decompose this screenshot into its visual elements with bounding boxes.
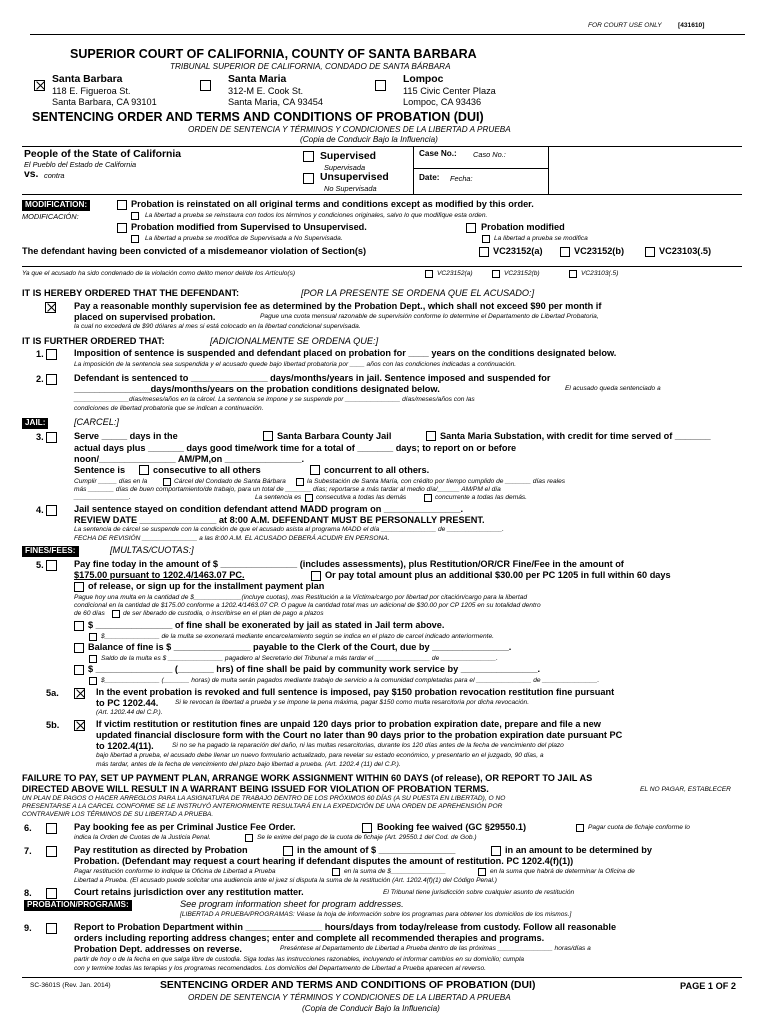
item7-text2: Probation. (Defendant may request a court hearing if defendant disputes the amount of restitution. PC 1202.4(f)(1)) — [74, 856, 574, 866]
probation-modified-es-checkbox[interactable] — [482, 235, 490, 243]
item-number: 8. — [24, 888, 32, 898]
restitution-tbd-text: in an amount to be determined by — [505, 845, 653, 855]
item5b-text2: updated financial disclosure form with the Court no later than 90 days prior to the probation expiration date pursuant PC — [96, 730, 623, 740]
location-santa-barbara-checkbox[interactable] — [34, 80, 45, 91]
vc23152a-checkbox[interactable] — [479, 247, 489, 257]
sm-substation-label: Santa Maria Substation, with credit for time served of _______ — [440, 431, 711, 441]
failure-warning2: DIRECTED ABOVE WILL RESULT IN A WARRANT BEING ISSUED FOR VIOLATION OF PROBATION TERMS. — [22, 784, 489, 794]
community-work-es-checkbox[interactable] — [89, 677, 97, 685]
supervised-label-es: Supervisada — [324, 163, 366, 172]
failure-warning: FAILURE TO PAY, SET UP PAYMENT PLAN, ARRANGE WORK ASSIGNMENT WITHIN 60 DAYS (of release), OR REPORT TO JAIL AS — [22, 773, 593, 783]
programs-text: See program information sheet for program addresses. — [180, 899, 404, 909]
pay-total-checkbox[interactable] — [311, 571, 321, 581]
balance-es-checkbox[interactable] — [89, 655, 97, 663]
form-title: SENTENCING ORDER AND TERMS AND CONDITIONS OF PROBATION (DUI) — [32, 110, 484, 124]
item3-es4: La sentencia es — [255, 494, 302, 501]
item7-checkbox[interactable] — [46, 846, 57, 857]
footer-title: SENTENCING ORDER AND TERMS AND CONDITIONS OF PROBATION (DUI) — [160, 980, 536, 991]
form-number: [431610] — [678, 22, 705, 29]
case-number-label-es: Caso No.: — [473, 150, 506, 159]
restitution-amount-checkbox[interactable] — [283, 846, 293, 856]
footer-subtitle-es: (Copia de Conducir Bajo la Influencia) — [302, 1004, 440, 1013]
item-number: 3. — [36, 432, 44, 442]
location-name: Santa Maria — [228, 74, 287, 85]
exonerated-text-es: $_______________ de la multa se exonerará mediante encarcelamiento según se indica en el plazo de carcel indicado anteriormente. — [101, 633, 494, 640]
failure-warning-es4: PRESENTARSE A LA CARCEL CONFORME SE LE INSTRUYÓ ANTERIORMENTE RESULTARÁ EN LA EXPEDICIÓN DE UNA ORDEN DE APREHENSIÓN POR — [22, 803, 503, 810]
balance-text-es: Saldo de la multa es $ _______________ pagadero al Secretario del Tribunal a más tardar el _______________ de _______________. — [101, 655, 498, 662]
failure-warning2-es: EL NO PAGAR, ESTABLECER — [640, 786, 731, 793]
item4-text1: Jail sentence stayed on condition defendant attend MADD program on _______________. — [74, 504, 464, 514]
restitution-tbd-es-checkbox[interactable] — [478, 868, 486, 876]
modification-section-label: MODIFICATION: — [22, 200, 90, 211]
vs-label-es: contra — [44, 171, 65, 180]
date-label: Date: — [419, 173, 440, 182]
convicted-text: The defendant having been convicted of a misdemeanor violation of Section(s) — [22, 246, 367, 256]
page-number: PAGE 1 OF 2 — [680, 981, 736, 991]
item6-text: Pay booking fee as per Criminal Justice Fee Order. — [74, 822, 296, 832]
concurrent-label: concurrent to all others. — [324, 465, 430, 475]
probation-modified-text: Probation modified — [481, 222, 565, 232]
item9-es5: con y termine todas las terapias y los programas recomendados. Los domicilios del Departamento de Libertad a Prueba aparecen al reverso. — [74, 965, 486, 972]
item-number: 9. — [24, 923, 32, 933]
sb-jail-label: Santa Barbara County Jail — [277, 431, 392, 441]
item7-es1c: en la suma que habrá de determinar la Oficina de — [490, 868, 635, 875]
reinstated-es-checkbox[interactable] — [131, 212, 139, 220]
form-subtitle-es: (Copia de Conducir Bajo la Influencia) — [300, 135, 438, 144]
form-code: SC-3601S (Rev. Jan. 2014) — [30, 982, 111, 989]
item9-checkbox[interactable] — [46, 923, 57, 934]
convicted-text-es: Ya que el acusado ha sido condenado de la violación como delito menor del/de los Artículo(s) — [22, 270, 296, 277]
vc23152b-label: VC23152(b) — [574, 246, 625, 256]
item-number: 7. — [24, 846, 32, 856]
vc23103-es-checkbox[interactable] — [569, 270, 577, 278]
item4-es2: FECHA DE REVISIÓN _______________ a las 8:00 A.M. EL ACUSADO DEBERÁ ACUDIR EN PERSONA. — [74, 535, 390, 542]
concurrent-checkbox[interactable] — [310, 465, 320, 475]
people-label: People of the State of California — [24, 149, 182, 160]
item3-line3: noon/_______________ AM/PM,on _______________. — [74, 454, 305, 464]
item9-text1: Report to Probation Department within _______________ hours/days from today/release from custody. Follow all reasonable — [74, 922, 617, 932]
jail-section-label: JAIL: — [22, 418, 48, 429]
supervised-label: Supervised — [320, 151, 377, 162]
reinstated-text-es: La libertad a prueba se reinstaura con todos los términos y condiciones originales, salvo lo que modifique esta orden. — [145, 212, 488, 219]
exonerated-es-checkbox[interactable] — [89, 633, 97, 641]
programs-section-label: PROBATION/PROGRAMS: — [24, 900, 132, 911]
sup-to-unsup-es-checkbox[interactable] — [131, 235, 139, 243]
item9-text2: orders including reporting address changes; enter and complete all recommended therapies and programs. — [74, 933, 545, 943]
fines-section-label: FINES/FEES: — [22, 546, 79, 557]
restitution-tbd-checkbox[interactable] — [491, 846, 501, 856]
item5-es3: de 60 días — [74, 610, 105, 617]
supervision-fee-text-es2: la cual no excederá de $90 dólares al mes si está colocado en la libertad condicional supervisada. — [74, 323, 361, 330]
further-heading-es: [ADICIONALMENTE SE ORDENA QUE:] — [210, 336, 379, 346]
item2-text: Defendant is sentenced to _______________ days/months/years in jail. Sentence imposed and suspended for — [74, 373, 551, 383]
further-heading: IT IS FURTHER ORDERED THAT: — [22, 336, 165, 346]
item1-checkbox[interactable] — [46, 349, 57, 360]
balance-checkbox[interactable] — [74, 643, 84, 653]
supervision-fee-text: Pay a reasonable monthly supervision fee as determined by the Probation Dept., which shall not exceed $90 per month if — [74, 301, 602, 311]
consecutive-label: consecutive to all others — [153, 465, 261, 475]
consecutive-checkbox[interactable] — [139, 465, 149, 475]
item2-text2-es: El acusado queda sentenciado a — [565, 385, 661, 392]
item6-es-checkbox[interactable] — [576, 824, 584, 832]
sb-jail-es-checkbox[interactable] — [163, 478, 171, 486]
installment-checkbox[interactable] — [74, 582, 84, 592]
item5b-checkbox[interactable] — [74, 720, 85, 731]
item5-es2: condicional en la cantidad de $175.00 conforme a 1202.4/1463.07 CP. O pague la cantidad total mas un adicional de $30.00 por CP 1205 en su totalidad dentro — [74, 602, 541, 609]
item2-text-es4: condiciones de libertad probatoria que se indican a continuación. — [74, 405, 264, 412]
item7-es2: Libertad a Prueba. (El acusado puede solicitar una audiencia ante el juez si disputa la suma de la restitución (Art. 1202.4(f)(1) del Código Penal.) — [74, 877, 497, 884]
item5a-text: In the event probation is revoked and full sentence is imposed, pay $150 probation revocation restitution fine pursuant — [96, 687, 615, 697]
location-lompoc-checkbox[interactable] — [375, 80, 386, 91]
item6-es2b: Se le exime del pago de la cuota de fichaje (Art. 29550.1 del Cod. de Gob.) — [257, 834, 477, 841]
item6-checkbox[interactable] — [46, 823, 57, 834]
supervised-checkbox[interactable] — [303, 151, 314, 162]
community-work-checkbox[interactable] — [74, 665, 84, 675]
failure-warning-es5: CONTRAVENIR LOS TÉRMINOS DE SU LIBERTAD A PRUEBA. — [22, 811, 214, 818]
item8-text-es: El Tribunal tiene jurisdicción sobre cualquier asunto de restitución — [383, 889, 575, 896]
item5b-text1: If victim restitution or restitution fines are unpaid 120 days prior to probation expiration date, prepare and file a new — [96, 719, 601, 729]
exonerated-checkbox[interactable] — [74, 621, 84, 631]
form-title-es: ORDEN DE SENTENCIA Y TÉRMINOS Y CONDICIONES DE LA LIBERTAD A PRUEBA — [188, 125, 511, 134]
item-number: 5b. — [46, 720, 60, 730]
location-name: Lompoc — [403, 74, 444, 85]
item5a-text2: to PC 1202.44. — [96, 698, 159, 708]
restitution-amount-text: in the amount of $ _______________ — [297, 845, 456, 855]
item4-checkbox[interactable] — [46, 505, 57, 516]
location-address: 312-M E. Cook St. — [228, 86, 304, 96]
vc23152a-label: VC23152(a) — [493, 246, 543, 256]
modification-label-es: MODIFICACIÓN: — [22, 212, 79, 221]
sb-jail-checkbox[interactable] — [263, 431, 273, 441]
date-label-es: Fecha: — [450, 174, 473, 183]
item1-text: Imposition of sentence is suspended and defendant placed on probation for ____ years on the conditions designated below. — [74, 348, 617, 358]
item7-es1b: en la suma de $_______________ — [344, 868, 446, 875]
sm-substation-checkbox[interactable] — [426, 431, 436, 441]
consec-es-checkbox[interactable] — [305, 494, 313, 502]
fines-section-label-es: [MULTAS/CUOTAS:] — [110, 545, 194, 555]
footer-title-es: ORDEN DE SENTENCIA Y TÉRMINOS Y CONDICIONES DE LA LIBERTAD A PRUEBA — [188, 993, 511, 1002]
item5b-es5: más tardar, antes de la fecha de vencimiento del plazo bajo libertad a prueba. (Art. 1202.4 (11) del C.P.). — [96, 761, 401, 768]
item7-es1: Pagar restitución conforme lo indique la Oficina de Libertad a Prueba — [74, 868, 276, 875]
item3-serve: Serve _____ days in the — [74, 431, 178, 441]
item9-text3-es: Preséntese al Departamento de Libertad a Prueba dentro de las próximas _______________ horas/días a — [280, 945, 591, 952]
vs-label: vs. — [24, 169, 39, 180]
probation-modified-checkbox[interactable] — [466, 223, 476, 233]
court-title-es: TRIBUNAL SUPERIOR DE CALIFORNIA, CONDADO DE SANTA BÁRBARA — [170, 62, 451, 71]
location-name: Santa Barbara — [52, 74, 123, 85]
item2-text2: _______________days/months/years on the probation conditions designated below. — [74, 384, 440, 394]
ordered-heading-es: [POR LA PRESENTE SE ORDENA QUE EL ACUSADO:] — [301, 288, 535, 298]
community-work-text-es: $_______________ (_______ horas) de multa serán pagados mediante trabajo de servicio a la comunidad completadas para el _______________ de _______________. — [101, 677, 600, 684]
installment-es-checkbox[interactable] — [112, 610, 120, 618]
item4-es1: La sentencia de cárcel se suspende con la condición de que el acusado asista al programa MADD el día _______________ de _______________. — [74, 526, 505, 533]
item1-text-es: La imposición de la sentencia sea suspendida y el acusado quede bajo libertad probatoria por ____ años con las condiciones indicadas a continuación. — [74, 361, 517, 368]
item9-es4: partir de hoy o de la fecha en que salga libre de custodia. Siga todas las instrucciones razonables, incluyendo el informar cambios en su domicilio; cumpla — [74, 956, 525, 963]
item3-checkbox[interactable] — [46, 432, 57, 443]
location-address: 118 E. Figueroa St. — [52, 86, 131, 96]
sup-to-unsup-checkbox[interactable] — [117, 223, 127, 233]
probation-modified-text-es: La libertad a prueba se modifica — [494, 235, 588, 242]
item5-es3b: de ser liberado de custodia, o inscribirse en el plan de pago a plazos — [123, 610, 324, 617]
vc23152b-es-label: VC23152(b) — [504, 270, 540, 277]
exonerated-text: $ _______________ of fine shall be exonerated by jail as stated in Jail term above. — [88, 620, 445, 630]
location-city: Lompoc, CA 93436 — [403, 97, 482, 107]
item5a-text2-es: Si le revocan la libertad a prueba y se impone la pena máxima, pagar $150 como multa resarcitoria por dicha revocación. — [175, 699, 530, 706]
concur-es-label: concurrente a todas las demás. — [435, 494, 527, 501]
item7-text1: Pay restitution as directed by Probation — [74, 845, 248, 855]
item2-text-es3: _______________días/meses/años en la cárcel. La sentencia se impone y se suspende por _______________ días/meses/años con las — [74, 396, 475, 403]
item8-text: Court retains jurisdiction over any restitution matter. — [74, 887, 304, 897]
balance-text: Balance of fine is $ _______________ payable to the Clerk of the Court, due by _______________. — [88, 642, 512, 652]
sentence-is-label: Sentence is — [74, 465, 126, 475]
item5b-text3: to 1202.4(11). — [96, 741, 154, 751]
sm-sub-es-label: la Subestación de Santa María, con crédito por tiempo cumplido de _______ días reales — [307, 478, 566, 485]
vc23103-checkbox[interactable] — [645, 247, 655, 257]
item5-checkbox[interactable] — [46, 560, 57, 571]
vc23103-label: VC23103(.5) — [659, 246, 712, 256]
installment-text: of release, or sign up for the installment payment plan — [88, 581, 325, 591]
sup-to-unsup-text-es: La libertad a prueba se modifica de Supervisada a No Supervisada. — [145, 235, 343, 242]
location-santa-maria-checkbox[interactable] — [200, 80, 211, 91]
item9-text3: Probation Dept. addresses on reverse. — [74, 944, 242, 954]
item-number: 6. — [24, 823, 32, 833]
item2-checkbox[interactable] — [46, 374, 57, 385]
vc23152b-es-checkbox[interactable] — [492, 270, 500, 278]
item3-line2: actual days plus _______ days good time/work time for a total of _______ days; to report on or before — [74, 443, 517, 453]
vc23152b-checkbox[interactable] — [560, 247, 570, 257]
booking-waived-checkbox[interactable] — [362, 823, 372, 833]
item5b-es4: bajo libertad a prueba, el acusado debe llenar un nuevo formulario actualizado, para revelar su estado económico, y presentarlo en el juzgado, 90 días, a — [96, 752, 544, 759]
unsupervised-label-es: No Supervisada — [324, 184, 377, 193]
item5a-checkbox[interactable] — [74, 688, 85, 699]
unsupervised-label: Unsupervised — [320, 172, 389, 183]
restitution-amount-es-checkbox[interactable] — [332, 868, 340, 876]
failure-warning-es3: UN PLAN DE PAGOS O HACER ARREGLOS PARA LA ASIGNATURA DE TRABAJO DENTRO DE LOS PRÓXIMOS 60 DÍAS (A SU PUESTA EN LIBERTAD), O NO — [22, 795, 506, 802]
pay-total-text: Or pay total amount plus an additional $30.00 per PC 1205 in full within 60 days — [325, 570, 671, 580]
location-city: Santa Maria, CA 93454 — [228, 97, 323, 107]
vc23152a-es-checkbox[interactable] — [425, 270, 433, 278]
item5b-text3-es: Si no se ha pagado la reparación del daño, ni las multas resarcitorias, durante los 120 días antes de la fecha de vencimiento del plazo — [172, 742, 564, 749]
item5-es1: Pague hoy una multa en la cantidad de $_____________(incluye cuotas), mas Restitución a la Víctima/cargo por libertad por citación/cargo para la libertad — [74, 594, 528, 601]
booking-waived-es-checkbox[interactable] — [245, 834, 253, 842]
people-label-es: El Pueblo del Estado de California — [24, 160, 137, 169]
item3-es1: Cumplir _____ días en la — [74, 478, 148, 485]
consec-es-label: consecutiva a todas las demás — [316, 494, 407, 501]
item-number: 1. — [36, 349, 44, 359]
item4-text2: REVIEW DATE _______________ at 8:00 A.M. DEFENDANT MUST BE PERSONALLY PRESENT. — [74, 515, 485, 525]
item6-es: Pagar cuota de fichaje conforme lo — [588, 824, 690, 831]
item-number: 2. — [36, 374, 44, 384]
item5a-text3-es: (Art. 1202.44 del C.P.). — [96, 709, 163, 716]
concur-es-checkbox[interactable] — [424, 494, 432, 502]
item8-checkbox[interactable] — [46, 888, 57, 899]
case-number-label: Case No.: — [419, 149, 457, 158]
community-work-text: $ _______________ (_______ hrs) of fine shall be paid by community work service by _______________. — [88, 664, 540, 674]
sm-sub-es-checkbox[interactable] — [296, 478, 304, 486]
reinstated-text: Probation is reinstated on all original terms and conditions except as modified by this order. — [131, 199, 534, 209]
item5-text2: $175.00 pursuant to 1202.4/1463.07 PC. — [74, 570, 245, 580]
reinstated-checkbox[interactable] — [117, 200, 127, 210]
vc23103-es-label: VC23103(.5) — [581, 270, 619, 277]
item-number: 4. — [36, 505, 44, 515]
for-court-use-label: FOR COURT USE ONLY — [588, 22, 662, 29]
jail-section-label-es: [CARCEL:] — [74, 417, 119, 427]
unsupervised-checkbox[interactable] — [303, 173, 314, 184]
supervision-fee-text2: placed on supervised probation. — [74, 312, 216, 322]
item-number: 5a. — [46, 688, 59, 698]
sb-jail-es-label: Cárcel del Condado de Santa Bárbara — [174, 478, 286, 485]
vc23152a-es-label: VC23152(a) — [437, 270, 473, 277]
ordered-heading: IT IS HEREBY ORDERED THAT THE DEFENDANT: — [22, 288, 240, 298]
item3-es2: más _______ días de buen comportamiento/de trabajo, para un total de _______ días; reportarse a más tardar al medio día/______ AM/PM el día — [74, 486, 501, 493]
location-address: 115 Civic Center Plaza — [403, 86, 496, 96]
item-number: 5. — [36, 560, 44, 570]
location-city: Santa Barbara, CA 93101 — [52, 97, 157, 107]
sup-to-unsup-text: Probation modified from Supervised to Unsupervised. — [131, 222, 367, 232]
supervision-fee-text-es: Pague una cuota mensual razonable de supervisión conforme lo determine el Departamento de Libertad Probatoria, — [260, 313, 599, 320]
court-title: SUPERIOR COURT OF CALIFORNIA, COUNTY OF SANTA BARBARA — [70, 47, 477, 61]
item5-text1: Pay fine today in the amount of $ _______________ (includes assessments), plus Restitution/OR/CR Fine/Fee in the amount of — [74, 559, 624, 569]
supervision-fee-checkbox[interactable] — [45, 302, 56, 313]
programs-text-es: [LIBERTAD A PRUEBA/PROGRAMAS: Véase la hoja de información sobre los programas para obtener los domicilios de los mismos.] — [180, 911, 572, 918]
item6-es2: indica la Orden de Cuotas de la Justicia Penal. — [74, 834, 211, 841]
item3-es3: _______________. — [74, 494, 131, 501]
booking-waived-text: Booking fee waived (GC §29550.1) — [377, 822, 527, 832]
